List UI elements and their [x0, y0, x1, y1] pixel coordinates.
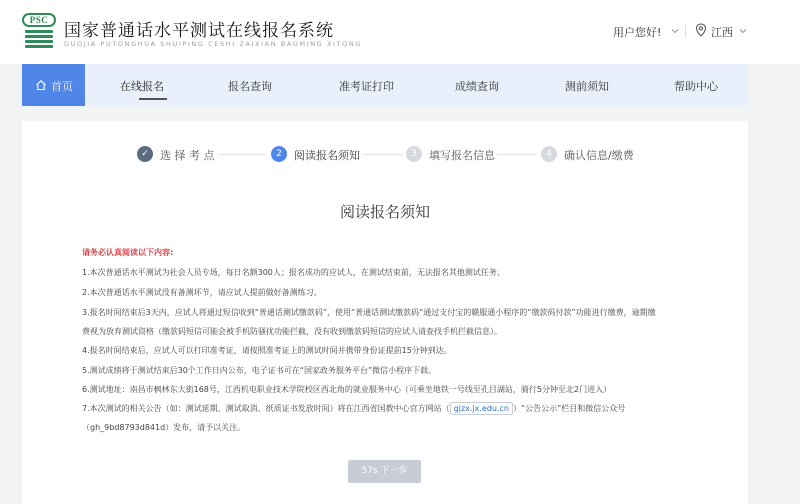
nav-item-help-center[interactable]: 帮助中心 — [674, 80, 718, 93]
notice-line — [82, 402, 625, 415]
logo-badge: PSC — [22, 13, 56, 27]
step-indicator — [22, 121, 748, 181]
step-2-number: 2 — [271, 146, 287, 162]
nav-item-score-query[interactable]: 成绩查询 — [455, 80, 499, 93]
notice-line: 6.测试地址：南昌市枫林东大街168号，江西机电职业技术学院校区西北角的就业服务中心（可乘坐地铁一号线至孔目湖站，骑行5分钟至北2门进入） — [82, 385, 612, 394]
psc-logo-icon[interactable] — [22, 13, 56, 49]
notice-line: 4.报名时间结束后，应试人可以打印准考证，请按照准考证上的测试时间并携带身份证提前15分钟到达。 — [82, 346, 452, 355]
notice-line: 5.测试成绩将于测试结束后30个工作日内公布，电子证书可在“国家政务服务平台”微信小程序下载。 — [82, 366, 437, 375]
region-selector[interactable]: 江西 — [711, 26, 733, 39]
chevron-down-icon[interactable] — [670, 26, 680, 36]
header — [0, 0, 800, 64]
step-2-label: 阅读报名须知 — [294, 149, 360, 162]
site-title[interactable]: 国家普通话水平测试在线报名系统 — [64, 21, 334, 41]
logo-stripe — [25, 35, 53, 38]
chevron-down-icon[interactable] — [738, 26, 748, 36]
nav-home-label: 首页 — [51, 80, 73, 93]
nav-item-registration-query[interactable]: 报名查询 — [228, 80, 272, 93]
notice-heading: 请务必认真阅读以下内容: — [82, 248, 174, 257]
page-title: 阅读报名须知 — [339, 203, 430, 221]
nav-item-online-registration[interactable]: 在线报名 — [120, 80, 164, 93]
nav-home[interactable] — [22, 64, 85, 106]
nav-item-pretest-notice[interactable]: 测前须知 — [565, 80, 609, 93]
notice-line: （gh_9bd8793d841d）发布，请予以关注。 — [82, 423, 246, 432]
step-connector — [218, 154, 266, 155]
notice-text: 7.本次测试的相关公告（如：测试延期、测试取消、纸质证书发放时间）将在江西省国教中心官方网站（ — [82, 404, 450, 413]
main-nav — [22, 64, 748, 106]
notice-line: 1.本次普通话水平测试为社会人员专场，每日名额300人；报名成功的应试人，在测试结束前，无法报名其他测试任务。 — [82, 268, 505, 277]
step-4-label: 确认信息/缴费 — [564, 149, 634, 162]
location-pin-icon — [695, 23, 707, 37]
user-menu[interactable]: 用户您好! — [613, 26, 662, 39]
step-3-label: 填写报名信息 — [429, 149, 495, 162]
logo-stripe — [25, 45, 53, 48]
official-website-link[interactable]: gjzx.jx.edu.cn — [450, 402, 513, 415]
home-icon — [35, 79, 47, 91]
step-3-number: 3 — [406, 146, 422, 162]
step-1-label: 选 择 考 点 — [160, 149, 215, 162]
logo-stripe — [25, 40, 53, 43]
registration-card — [22, 121, 748, 504]
step-4-number: 4 — [541, 146, 557, 162]
site-subtitle: GUOJIA PUTONGHUA SHUIPING CESHI ZAIXIAN BAOMING XITONG — [64, 40, 362, 48]
step-connector — [497, 154, 537, 155]
header-divider — [685, 24, 686, 38]
step-connector — [362, 154, 402, 155]
notice-line: 2.本次普通话水平测试没有备测环节，请应试人提前做好备测练习。 — [82, 288, 322, 297]
nav-active-indicator — [139, 98, 167, 100]
notice-line: 费视为放弃测试资格（缴款码短信可能会被手机防骚扰功能拦截，没有收到缴款码短信的应试人请查找手机拦截信息）。 — [82, 327, 502, 336]
notice-line: 3.报名时间结束后3天内，应试人将通过短信收到“普通话测试缴款码”，使用“普通话测试缴款码”通过支付宝的赣服通小程序的“缴款码付款”功能进行缴费，逾期缴 — [82, 308, 656, 317]
logo-stripe — [25, 30, 53, 33]
nav-item-admission-ticket[interactable]: 准考证打印 — [339, 80, 394, 93]
notice-text: ）“公告公示”栏目和微信公众号 — [513, 404, 626, 413]
next-step-button[interactable]: 57s 下一步 — [348, 460, 421, 483]
step-1-check-icon: ✓ — [137, 146, 153, 162]
